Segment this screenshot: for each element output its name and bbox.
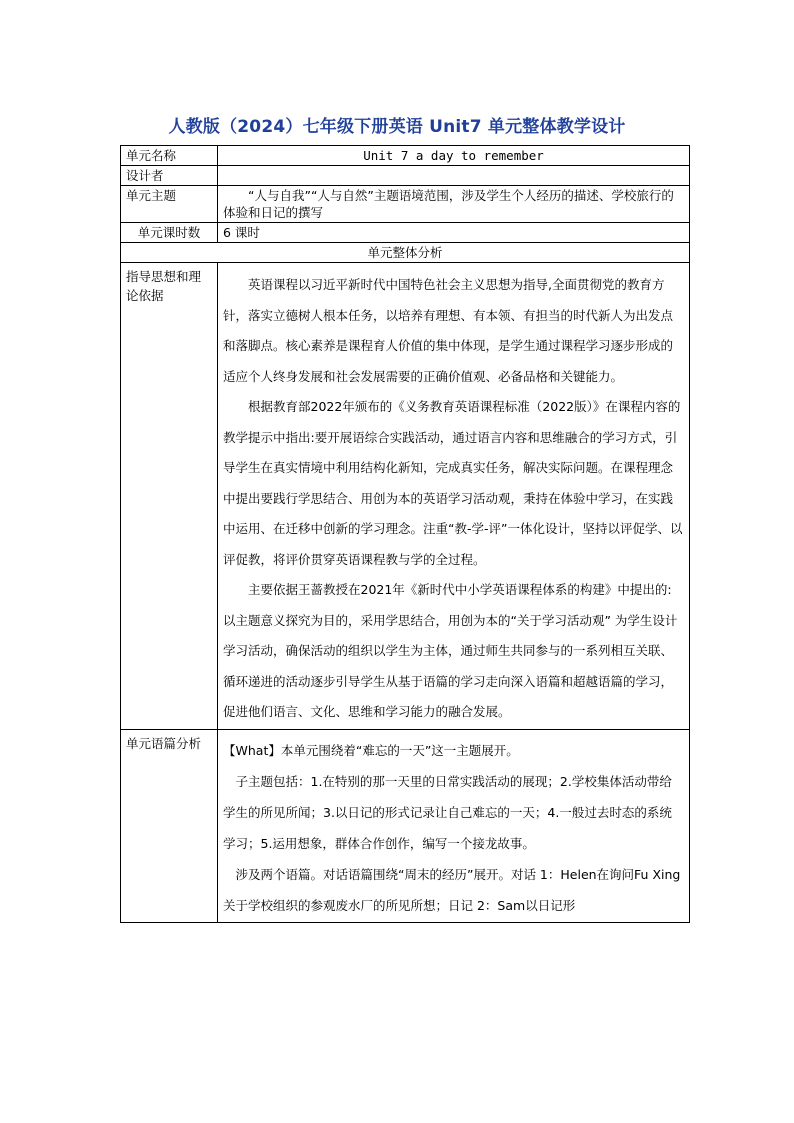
table-row [121,146,690,166]
theme-label: 单元主题 [121,186,218,223]
guide-paragraph: 英语课程以习近平新时代中国特色社会主义思想为指导,全面贯彻党的教育方针，落实立德树人根本任务，以培养有理想、有本领、有担当的时代新人为出发点和落脚点。核心素养是课程育人价值的集中体现，是学生通过课程学习逐步形成的适应个人终身发展和社会发展需要的正确价值观、必备品格和关键能力。 [223,277,674,384]
table-row [121,166,690,186]
guide-label: 指导思想和理论依据 [121,263,218,730]
table-row [121,243,690,263]
unit-name-value: Unit 7 a day to remember [218,146,690,166]
discourse-paragraph: 涉及两个语篇。对话语篇围绕“周末的经历”展开。对话 1：Helen在询问Fu Xing关于学校组织的参观废水厂的所见所想；日记 2：Sam以日记形 [223,866,681,913]
page-title: 人教版（2024）七年级下册英语 Unit7 单元整体教学设计 [168,117,626,137]
discourse-label: 单元语篇分析 [121,729,218,922]
guide-paragraph: 主要依据王蔷教授在2021年《新时代中小学英语课程体系的构建》中提出的:以主题意义探究为目的，采用学思结合，用创为本的“关于学习活动观” 为学生设计学习活动，确保活动的组织以学生为主体，通过师生共同参与的一系列相互关联、循环递进的活动逐步引导学生从基于语篇的学习走向深入语篇和超越语篇的学习，促进他们语言、文化、思维和学习能力的融合发展。 [223,582,678,719]
periods-value: 6 课时 [218,223,690,243]
table-row [121,729,690,922]
guide-paragraph: 根据教育部2022年颁布的《义务教育英语课程标准（2022版）》在课程内容的教学提示中指出:要开展语综合实践活动，通过语言内容和思维融合的学习方式，引导学生在真实情境中利用结构化新知，完成真实任务，解决实际问题。在课程理念中提出要践行学思结合、用创为本的英语学习活动观，秉持在体验中学习，在实践中运用、在迁移中创新的学习理念。注重“教-学-评”一体化设计，坚持以评促学、以评促教，将评价贯穿英语课程教与学的全过程。 [223,399,683,567]
table-row [121,263,690,730]
discourse-content [218,729,690,922]
designer-value [218,166,690,186]
periods-label: 单元课时数 [121,223,218,243]
designer-label: 设计者 [121,166,218,186]
guide-content [218,263,690,730]
theme-value: “人与自我”“人与自然”主题语境范围，涉及学生个人经历的描述、学校旅行的体验和日记的撰写 [218,186,690,223]
analysis-header: 单元整体分析 [121,243,690,263]
unit-name-label: 单元名称 [121,146,218,166]
discourse-paragraph: 【What】本单元围绕着“难忘的一天”这一主题展开。 [223,742,519,758]
table-row [121,186,690,223]
discourse-paragraph: 子主题包括：1.在特别的那一天里的日常实践活动的展现；2.学校集体活动带给学生的所见所闻；3.以日记的形式记录让自己难忘的一天；4.一般过去时态的系统学习；5.运用想象，群体合作创作，编写一个接龙故事。 [223,773,672,851]
table-row [121,223,690,243]
unit-design-table [120,145,690,923]
